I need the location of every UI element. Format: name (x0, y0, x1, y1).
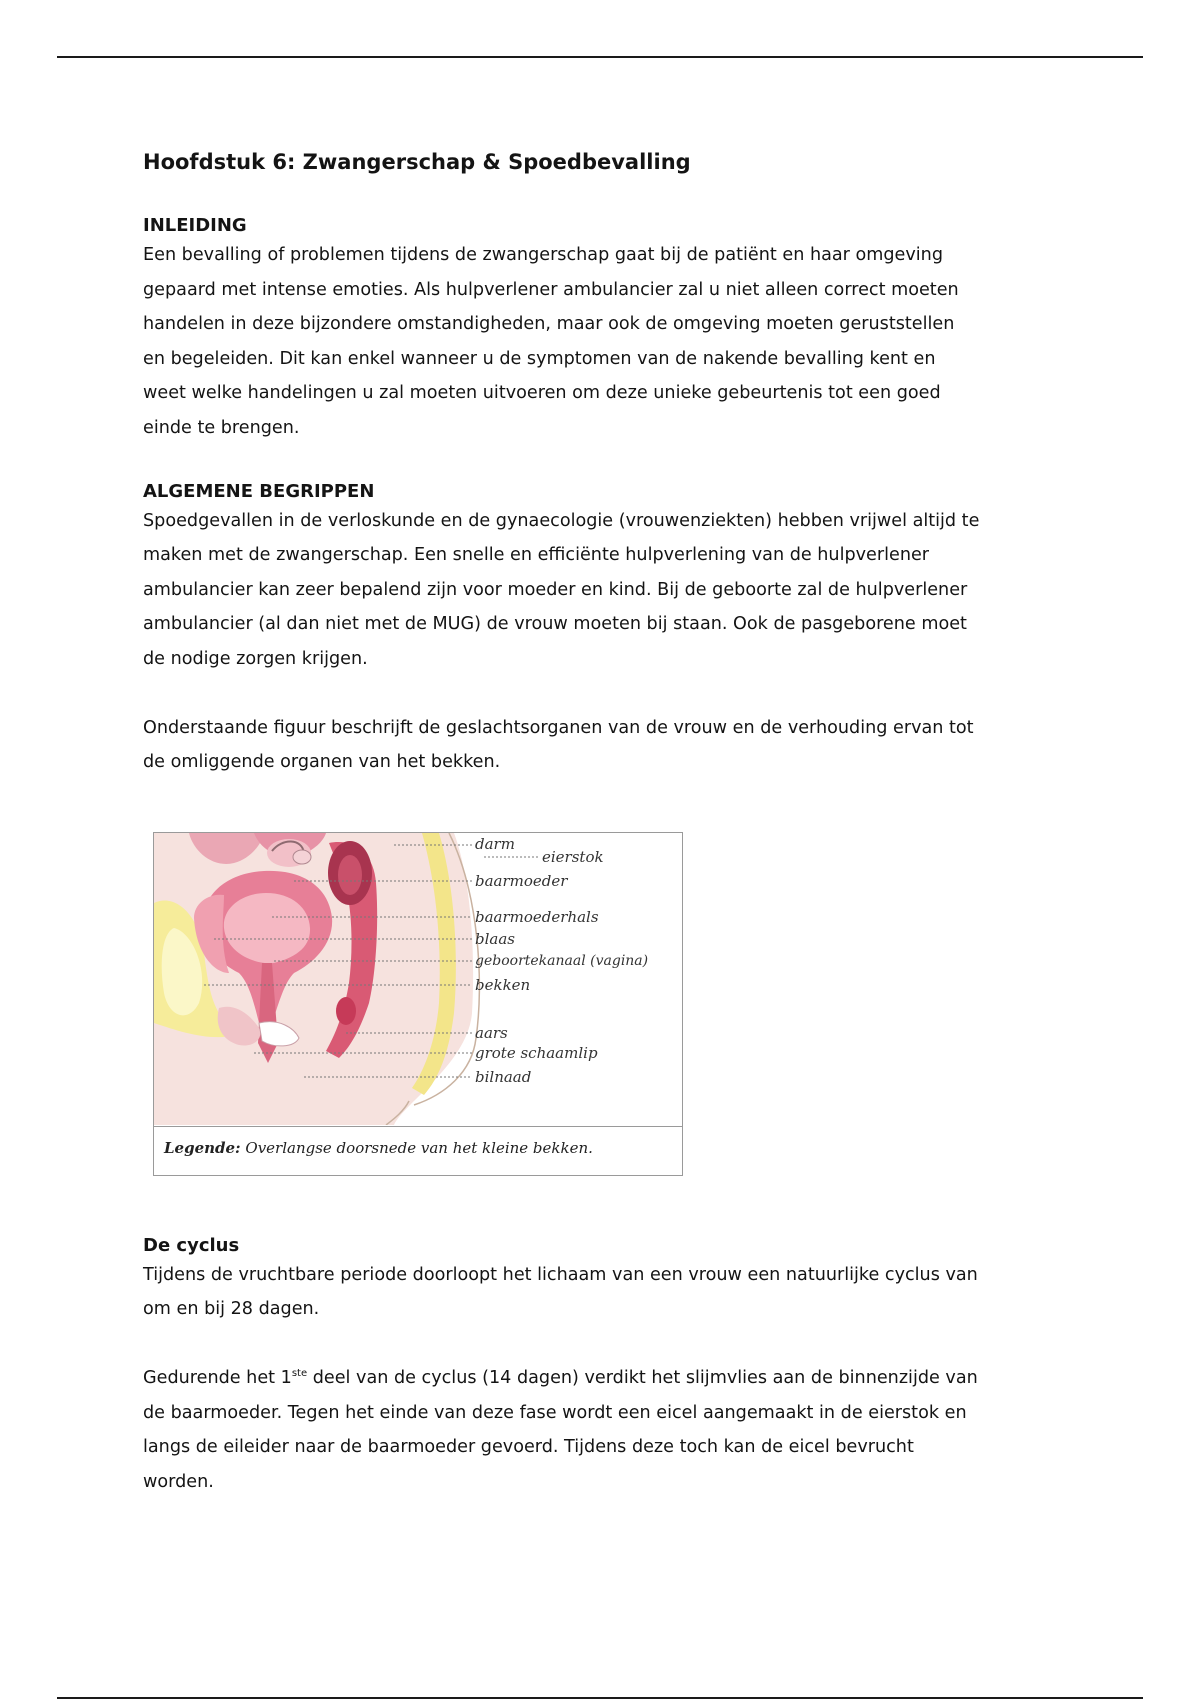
heading-algemene-begrippen: ALGEMENE BEGRIPPEN (143, 480, 375, 502)
spacer (143, 446, 1073, 480)
bottom-rule (57, 1697, 1143, 1699)
text-fragment: deel van de cyclus (14 dagen) verdikt het slijmvlies aan de binnenzijde van (307, 1367, 978, 1388)
text-line: langs de eileider naar de baarmoeder gevoerd. Tijdens deze toch kan de eicel bevrucht (143, 1437, 914, 1458)
label-eierstok: eierstok (542, 847, 604, 866)
figure-legend (154, 1126, 682, 1174)
text-line: en begeleiden. Dit kan enkel wanneer u de symptomen van de nakende bevalling kent en (143, 348, 936, 369)
label-aars: aars (475, 1023, 508, 1042)
text-line: Een bevalling of problemen tijdens de zwangerschap gaat bij de patiënt en haar omgeving (143, 245, 944, 265)
text-line: de baarmoeder. Tegen het einde van deze fase wordt een eicel aangemaakt in de eierstok en (143, 1402, 967, 1423)
text-line: de omliggende organen van het bekken. (143, 752, 501, 773)
legend-label: Legende: (164, 1138, 241, 1157)
pelvis-cross-section-illustration (154, 833, 681, 1125)
label-bekken: bekken (475, 975, 531, 994)
spacer (143, 677, 1073, 711)
text-line: weet welke handelingen u zal moeten uitvoeren om deze unieke gebeurtenis tot een goed (143, 383, 941, 404)
text-line: gepaard met intense emoties. Als hulpverlener ambulancier zal u niet alleen correct moeten (143, 279, 959, 300)
text-line: de nodige zorgen krijgen. (143, 648, 368, 669)
text-fragment: Gedurende het 1 (143, 1367, 292, 1388)
text-line: einde te brengen. (143, 417, 300, 438)
label-grote-schaamlip: grote schaamlip (475, 1043, 598, 1062)
paragraph-cyclus-2 (143, 1361, 1073, 1499)
label-bilnaad: bilnaad (475, 1067, 532, 1086)
text-line: Spoedgevallen in de verloskunde en de gynaecologie (vrouwenziekten) hebben vrijwel altijd te (143, 510, 980, 531)
label-darm: darm (475, 834, 515, 853)
text-line: om en bij 28 dagen. (143, 1299, 320, 1320)
text-line: ambulancier kan zeer bepalend zijn voor moeder en kind. Bij de geboorte zal de hulpverlener (143, 579, 968, 600)
label-baarmoederhals: baarmoederhals (475, 907, 599, 926)
heading-de-cyclus: De cyclus (143, 1234, 240, 1256)
paragraph-cyclus-1 (143, 1258, 1073, 1327)
paragraph-figure-intro (143, 711, 1073, 780)
top-rule (57, 56, 1143, 58)
spacer (143, 1327, 1073, 1361)
text-line: ambulancier (al dan niet met de MUG) de vrouw moeten bij staan. Ook de pasgeborene moet (143, 614, 967, 635)
page-title: Hoofdstuk 6: Zwangerschap & Spoedbevalling (143, 150, 691, 174)
heading-inleiding: INLEIDING (143, 215, 247, 236)
text-line: maken met de zwangerschap. Een snelle en efficiënte hulpverlening van de hulpverlener (143, 545, 930, 566)
paragraph-algemene-begrippen (143, 504, 1073, 677)
legend-text: Overlangse doorsnede van het kleine bekken. (245, 1138, 593, 1157)
text-line: Onderstaande figuur beschrijft de geslachtsorganen van de vrouw en de verhouding ervan tot (143, 717, 974, 738)
text-line: worden. (143, 1471, 214, 1492)
superscript-ste: ste (291, 1367, 308, 1379)
text-line: Tijdens de vruchtbare periode doorloopt het lichaam van een vrouw een natuurlijke cyclus van (143, 1264, 978, 1285)
label-geboortekanaal: geboortekanaal (vagina) (475, 952, 649, 969)
label-blaas: blaas (475, 929, 515, 948)
anatomy-figure (153, 832, 683, 1176)
label-baarmoeder: baarmoeder (475, 871, 568, 890)
text-line: handelen in deze bijzondere omstandigheden, maar ook de omgeving moeten geruststellen (143, 314, 955, 335)
document-page (143, 148, 1073, 1499)
paragraph-inleiding (143, 238, 1073, 446)
